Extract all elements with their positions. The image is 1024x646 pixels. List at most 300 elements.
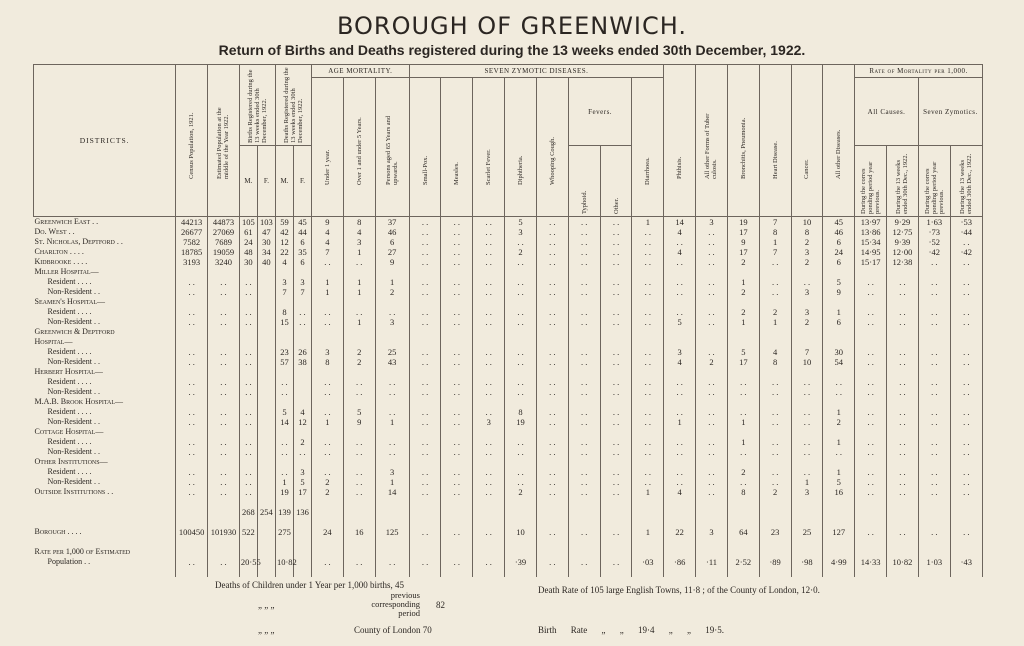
table-cell: 2	[312, 477, 344, 487]
table-cell	[473, 497, 505, 507]
table-cell: . .	[823, 387, 855, 397]
table-cell	[275, 497, 293, 507]
table-cell	[239, 497, 257, 507]
header-smallpox: Small-Pox.	[421, 155, 429, 185]
table-cell: . .	[441, 387, 473, 397]
table-cell	[257, 497, 275, 507]
district-name: Miller Hospital—	[34, 267, 176, 277]
table-cell: . .	[473, 227, 505, 237]
table-cell	[791, 267, 823, 277]
table-cell	[239, 267, 257, 277]
table-cell: . .	[375, 437, 409, 447]
table-cell: . .	[473, 217, 505, 228]
table-cell: . .	[568, 467, 600, 477]
footer-birth-rate: Birth Rate „ „ 19·4 „ „ 19·5.	[538, 625, 724, 635]
table-cell	[855, 547, 887, 557]
table-cell	[664, 397, 696, 407]
table-cell	[823, 297, 855, 307]
table-cell: 3	[696, 217, 728, 228]
table-cell: 1	[375, 417, 409, 427]
district-name: Resident . . . .	[34, 377, 176, 387]
table-cell: . .	[441, 477, 473, 487]
table-cell: . .	[473, 237, 505, 247]
table-cell: . .	[441, 447, 473, 457]
table-cell: 2	[759, 487, 791, 497]
table-cell	[208, 497, 240, 507]
table-cell	[473, 337, 505, 347]
table-cell: . .	[664, 237, 696, 247]
table-row	[34, 297, 983, 307]
table-cell	[375, 397, 409, 407]
table-cell	[441, 537, 473, 547]
table-cell: . .	[632, 347, 664, 357]
table-cell: . .	[239, 377, 257, 387]
table-cell: 1	[375, 277, 409, 287]
table-cell: 3240	[208, 257, 240, 267]
table-cell	[664, 457, 696, 467]
table-cell	[409, 297, 441, 307]
table-cell	[257, 427, 275, 437]
table-cell: . .	[887, 307, 919, 317]
table-cell	[375, 367, 409, 377]
table-cell	[176, 367, 208, 377]
table-cell	[664, 337, 696, 347]
table-cell: 1	[664, 417, 696, 427]
table-cell: 2	[727, 467, 759, 477]
table-cell	[696, 337, 728, 347]
table-cell: . .	[759, 287, 791, 297]
district-name: Non-Resident . .	[34, 417, 176, 427]
table-cell	[950, 367, 982, 377]
table-cell: . .	[632, 417, 664, 427]
table-cell	[632, 427, 664, 437]
table-cell: 9	[375, 257, 409, 267]
district-name: Non-Resident . .	[34, 317, 176, 327]
table-cell	[441, 327, 473, 337]
table-cell: . .	[208, 437, 240, 447]
table-cell	[293, 397, 311, 407]
table-cell	[343, 267, 375, 277]
table-cell	[257, 287, 275, 297]
table-cell	[696, 457, 728, 467]
table-cell: . .	[600, 317, 632, 327]
table-cell: . .	[823, 377, 855, 387]
table-cell	[950, 267, 982, 277]
table-cell	[208, 567, 240, 577]
table-cell: ·73	[918, 227, 950, 237]
table-cell: . .	[343, 557, 375, 567]
table-cell	[600, 497, 632, 507]
header-rate-all-current: During the 13 weeks ended 30th Dec., 1922.	[895, 153, 910, 214]
table-cell	[823, 507, 855, 517]
table-cell: . .	[473, 287, 505, 297]
table-cell: 12·00	[887, 247, 919, 257]
table-cell: . .	[505, 257, 537, 267]
table-cell: . .	[293, 317, 311, 327]
table-row	[34, 327, 983, 337]
table-cell: 4	[293, 407, 311, 417]
table-cell: . .	[664, 447, 696, 457]
table-cell	[409, 497, 441, 507]
table-cell: ·86	[664, 557, 696, 567]
table-cell	[312, 517, 344, 527]
table-cell	[918, 267, 950, 277]
table-cell	[759, 327, 791, 337]
table-cell	[257, 467, 275, 477]
table-cell: . .	[176, 557, 208, 567]
table-cell: . .	[239, 437, 257, 447]
table-cell	[312, 497, 344, 507]
table-cell: 2	[343, 357, 375, 367]
table-cell	[855, 517, 887, 527]
table-cell: . .	[409, 487, 441, 497]
table-cell	[727, 457, 759, 467]
table-cell: 4	[312, 237, 344, 247]
table-cell	[727, 367, 759, 377]
table-cell	[759, 457, 791, 467]
table-cell: 46	[823, 227, 855, 237]
table-cell: 8	[343, 217, 375, 228]
table-cell	[759, 337, 791, 347]
table-cell	[791, 547, 823, 557]
table-cell: 7	[791, 347, 823, 357]
table-row	[34, 457, 983, 467]
table-row	[34, 437, 983, 447]
table-cell	[409, 367, 441, 377]
table-cell: . .	[600, 247, 632, 257]
table-cell	[257, 487, 275, 497]
table-cell: . .	[696, 247, 728, 257]
table-cell: . .	[887, 407, 919, 417]
table-cell: 4	[664, 357, 696, 367]
table-cell	[727, 507, 759, 517]
table-cell: 6	[375, 237, 409, 247]
table-cell	[727, 397, 759, 407]
table-cell: 5	[293, 477, 311, 487]
table-cell	[855, 507, 887, 517]
table-cell	[257, 377, 275, 387]
table-cell: . .	[473, 307, 505, 317]
table-cell	[275, 267, 293, 277]
table-cell: . .	[409, 227, 441, 237]
table-cell: . .	[950, 347, 982, 357]
table-cell	[568, 397, 600, 407]
table-cell	[275, 337, 293, 347]
table-cell: 1	[727, 437, 759, 447]
district-name: Resident . . . .	[34, 467, 176, 477]
table-cell	[600, 267, 632, 277]
table-cell	[312, 297, 344, 307]
table-cell: . .	[950, 307, 982, 317]
table-cell: 1	[823, 407, 855, 417]
table-cell: . .	[441, 277, 473, 287]
table-row	[34, 527, 983, 537]
table-cell: . .	[918, 377, 950, 387]
table-cell: . .	[208, 377, 240, 387]
header-heart: Heart Disease.	[771, 140, 779, 179]
table-cell: 6	[823, 237, 855, 247]
table-cell: 14	[375, 487, 409, 497]
table-cell: 23	[275, 347, 293, 357]
table-cell: . .	[600, 387, 632, 397]
table-cell: 4	[664, 227, 696, 237]
header-rate-all-prev: During the corres ponding period year previous.	[860, 161, 882, 214]
table-cell	[208, 267, 240, 277]
table-row	[34, 507, 983, 517]
table-cell	[950, 567, 982, 577]
table-cell: ·52	[918, 237, 950, 247]
table-cell: . .	[855, 417, 887, 427]
table-cell: 2	[727, 287, 759, 297]
header-all-causes: All Causes.	[855, 78, 919, 146]
header-measles: Measles.	[453, 162, 461, 185]
table-cell: . .	[887, 377, 919, 387]
table-cell	[257, 327, 275, 337]
table-cell: 44873	[208, 217, 240, 228]
table-cell: . .	[759, 477, 791, 487]
table-cell: 5	[505, 217, 537, 228]
table-cell	[950, 337, 982, 347]
table-cell: . .	[312, 437, 344, 447]
table-cell	[312, 327, 344, 337]
table-cell: . .	[918, 407, 950, 417]
table-cell	[239, 367, 257, 377]
table-cell: . .	[918, 467, 950, 477]
table-cell: . .	[696, 317, 728, 327]
table-cell: . .	[950, 387, 982, 397]
table-cell	[823, 547, 855, 557]
table-cell	[176, 547, 208, 557]
table-cell: . .	[312, 467, 344, 477]
table-cell	[275, 397, 293, 407]
table-cell: 10	[505, 527, 537, 537]
table-cell: . .	[409, 287, 441, 297]
district-name: Non-Resident . .	[34, 287, 176, 297]
district-name: Kidbrooke . . . .	[34, 257, 176, 267]
header-other-fevers: Other.	[612, 197, 620, 214]
table-cell: . .	[409, 557, 441, 567]
header-diarrhoea: Diarrhoea.	[644, 157, 652, 185]
table-cell	[375, 507, 409, 517]
table-cell	[664, 297, 696, 307]
table-cell	[887, 427, 919, 437]
table-row	[34, 407, 983, 417]
table-cell: 4	[343, 227, 375, 237]
table-cell	[473, 397, 505, 407]
table-cell: . .	[473, 467, 505, 477]
table-cell	[664, 507, 696, 517]
table-cell	[375, 267, 409, 277]
table-cell	[823, 397, 855, 407]
table-row	[34, 317, 983, 327]
header-deaths-m: M.	[275, 146, 293, 217]
table-cell: . .	[918, 307, 950, 317]
table-cell: . .	[855, 307, 887, 317]
table-cell: . .	[473, 527, 505, 537]
table-cell	[239, 397, 257, 407]
table-row	[34, 337, 983, 347]
table-cell: . .	[208, 477, 240, 487]
table-cell	[375, 547, 409, 557]
table-cell	[312, 547, 344, 557]
table-cell	[409, 267, 441, 277]
table-cell: . .	[409, 247, 441, 257]
table-cell	[791, 507, 823, 517]
table-cell: . .	[632, 477, 664, 487]
table-cell: . .	[696, 447, 728, 457]
table-cell	[312, 427, 344, 437]
table-cell: . .	[536, 357, 568, 367]
table-cell	[727, 537, 759, 547]
header-all-diseases: All other Diseases.	[835, 129, 843, 179]
table-cell	[696, 547, 728, 557]
table-cell: 10	[791, 217, 823, 228]
table-cell: . .	[568, 477, 600, 487]
table-cell: 24	[239, 237, 257, 247]
table-cell: . .	[176, 467, 208, 477]
table-cell	[293, 547, 311, 557]
table-cell	[759, 397, 791, 407]
table-cell: . .	[664, 377, 696, 387]
table-cell	[343, 507, 375, 517]
table-cell: . .	[409, 347, 441, 357]
table-cell	[176, 427, 208, 437]
table-cell: 17	[727, 357, 759, 367]
table-cell	[568, 267, 600, 277]
district-name: Resident . . . .	[34, 277, 176, 287]
table-cell: 18785	[176, 247, 208, 257]
table-cell	[293, 377, 311, 387]
table-cell: . .	[950, 407, 982, 417]
table-cell: . .	[568, 277, 600, 287]
table-cell	[536, 457, 568, 467]
table-cell	[257, 407, 275, 417]
table-cell: 1	[823, 467, 855, 477]
table-cell	[568, 507, 600, 517]
table-cell: 1	[343, 247, 375, 257]
table-cell: ·42	[918, 247, 950, 257]
table-cell	[505, 367, 537, 377]
table-cell	[568, 427, 600, 437]
table-cell: . .	[855, 347, 887, 357]
table-cell: . .	[441, 307, 473, 317]
table-cell	[312, 507, 344, 517]
table-cell	[632, 327, 664, 337]
table-cell	[473, 297, 505, 307]
table-cell: 3	[293, 277, 311, 287]
table-cell	[887, 297, 919, 307]
table-cell: 10·82	[887, 557, 919, 567]
table-cell	[632, 337, 664, 347]
table-cell: . .	[505, 307, 537, 317]
header-fevers: Fevers.	[568, 78, 632, 146]
table-cell	[887, 267, 919, 277]
table-row	[34, 447, 983, 457]
table-cell: 5	[823, 477, 855, 487]
table-cell: . .	[176, 347, 208, 357]
table-cell	[918, 547, 950, 557]
table-cell: . .	[632, 227, 664, 237]
table-cell: ·53	[950, 217, 982, 228]
table-row	[34, 367, 983, 377]
header-zymotic: SEVEN ZYMOTIC DISEASES.	[409, 65, 664, 78]
table-row	[34, 237, 983, 247]
table-cell: . .	[568, 417, 600, 427]
table-cell: 6	[293, 257, 311, 267]
table-cell: . .	[409, 217, 441, 228]
table-cell: . .	[208, 447, 240, 457]
table-cell	[375, 567, 409, 577]
table-cell: . .	[473, 447, 505, 457]
table-cell	[696, 497, 728, 507]
table-cell	[257, 297, 275, 307]
district-name	[34, 537, 176, 547]
district-name: Non-Resident . .	[34, 477, 176, 487]
table-cell	[600, 517, 632, 527]
table-cell: . .	[632, 447, 664, 457]
table-cell	[791, 497, 823, 507]
table-cell: 19059	[208, 247, 240, 257]
table-cell	[275, 427, 293, 437]
district-name: Population . .	[34, 557, 176, 567]
table-cell	[441, 337, 473, 347]
table-cell: . .	[950, 417, 982, 427]
table-cell: . .	[239, 487, 257, 497]
table-cell: 30	[257, 237, 275, 247]
table-cell	[950, 547, 982, 557]
table-cell: . .	[887, 357, 919, 367]
table-cell: . .	[536, 477, 568, 487]
table-cell: . .	[855, 407, 887, 417]
table-cell: . .	[473, 477, 505, 487]
table-cell	[632, 267, 664, 277]
table-cell: . .	[696, 287, 728, 297]
table-cell	[239, 427, 257, 437]
table-cell: . .	[791, 417, 823, 427]
table-cell: . .	[176, 387, 208, 397]
table-cell	[473, 537, 505, 547]
table-cell	[600, 337, 632, 347]
table-cell: . .	[918, 317, 950, 327]
table-row	[34, 287, 983, 297]
table-cell: . .	[600, 227, 632, 237]
table-cell: 136	[293, 507, 311, 517]
table-cell: . .	[441, 557, 473, 567]
table-cell: . .	[887, 287, 919, 297]
table-cell: 25	[791, 527, 823, 537]
table-cell: 10·82	[276, 557, 297, 567]
table-cell	[375, 497, 409, 507]
table-cell	[505, 507, 537, 517]
table-cell: . .	[568, 227, 600, 237]
table-cell	[176, 337, 208, 347]
table-cell: . .	[505, 377, 537, 387]
table-cell: . .	[239, 307, 257, 317]
table-cell	[343, 427, 375, 437]
table-cell: . .	[441, 317, 473, 327]
table-cell	[855, 337, 887, 347]
table-cell: . .	[696, 227, 728, 237]
table-cell	[600, 367, 632, 377]
header-cancer: Cancer.	[803, 158, 811, 179]
table-cell: 125	[375, 527, 409, 537]
table-cell: . .	[505, 237, 537, 247]
table-cell: . .	[441, 467, 473, 477]
table-cell: ·89	[759, 557, 791, 567]
table-cell: . .	[918, 477, 950, 487]
table-cell	[208, 507, 240, 517]
table-cell: ·11	[696, 557, 728, 567]
